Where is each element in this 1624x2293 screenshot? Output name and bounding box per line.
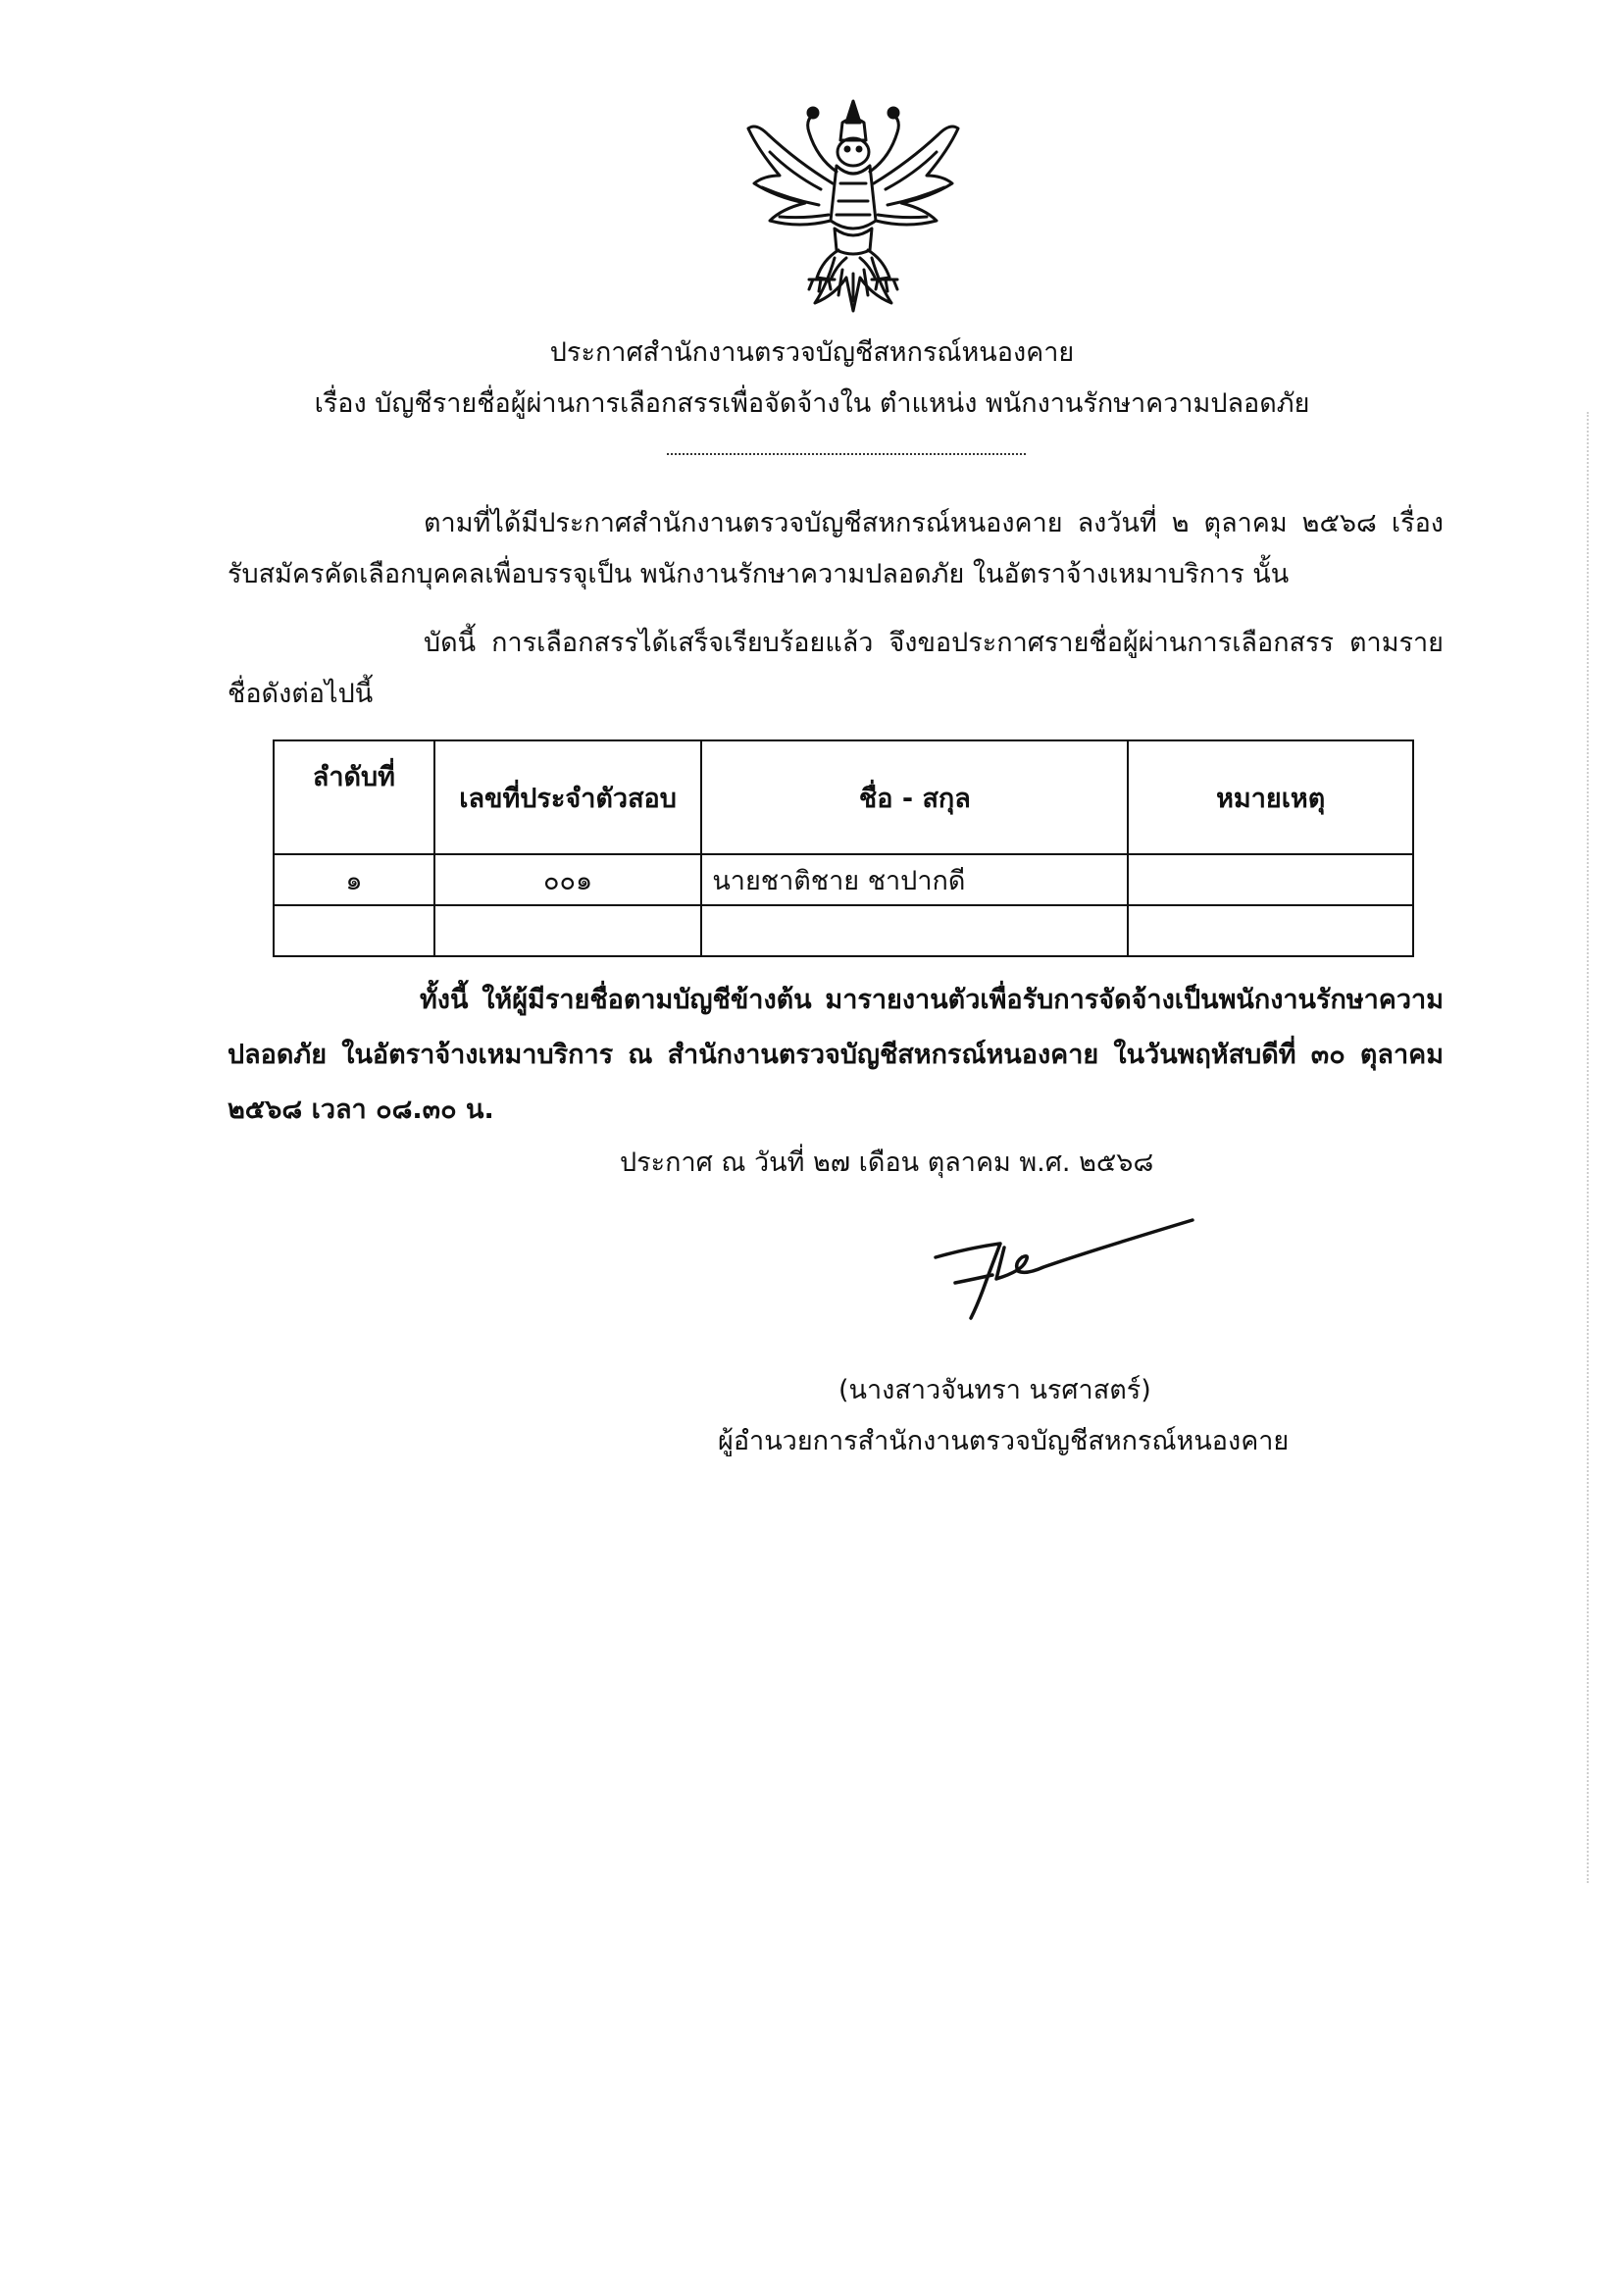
header-name: ชื่อ - สกุล bbox=[701, 740, 1128, 854]
header-exam-id: เลขที่ประจำตัวสอบ bbox=[434, 740, 702, 854]
paragraph-result-text: บัดนี้ การเลือกสรรได้เสร็จเรียบร้อยแล้ว จึงขอประกาศรายชื่อผู้ผ่านการเลือกสรร ตามรายชื่อดังต่อไปนี้ bbox=[228, 628, 1444, 709]
scan-edge-marks bbox=[1587, 412, 1591, 1883]
table-row bbox=[274, 905, 1413, 956]
handwritten-signature bbox=[932, 1214, 1196, 1322]
table-row bbox=[274, 854, 1413, 905]
table-header-row bbox=[274, 740, 1413, 854]
cell-order: ๑ bbox=[274, 854, 434, 905]
dotted-separator bbox=[667, 449, 1026, 455]
header-order: ลำดับที่ bbox=[274, 740, 434, 854]
paragraph-instruction-text: ทั้งนี้ ให้ผู้มีรายชื่อตามบัญชีข้างต้น มารายงานตัวเพื่อรับการจัดจ้างเป็นพนักงานรักษาความปลอดภัย ในอัตราจ้างเหมาบริการ ณ สำนักงานตรวจบัญชีสหกรณ์หนองคาย ในวันพฤหัสบดีที่ ๓๐ ตุลาคม ๒๕๖๘ เวลา ๐๘.๓๐ น. bbox=[228, 985, 1444, 1125]
announcement-date: ประกาศ ณ วันที่ ๒๗ เดือน ตุลาคม พ.ศ. ๒๕๖๘ bbox=[620, 1147, 1154, 1178]
cell-name bbox=[701, 905, 1128, 956]
paragraph-instruction bbox=[228, 973, 1444, 1138]
cell-exam-id bbox=[434, 905, 702, 956]
announcement-subject: เรื่อง บัญชีรายชื่อผู้ผ่านการเลือกสรรเพื่อจัดจ้างใน ตำแหน่ง พนักงานรักษาความปลอดภัย bbox=[314, 388, 1310, 419]
cell-order bbox=[274, 905, 434, 956]
garuda-emblem-icon bbox=[740, 93, 966, 314]
cell-remark bbox=[1128, 905, 1413, 956]
cell-exam-id: ๐๐๑ bbox=[434, 854, 702, 905]
signer-name: (นางสาวจันทรา นรศาสตร์) bbox=[838, 1375, 1151, 1405]
cell-name: นายชาติชาย ชาปากดี bbox=[701, 854, 1128, 905]
paragraph-reference bbox=[228, 498, 1444, 600]
announcement-title: ประกาศสำนักงานตรวจบัญชีสหกรณ์หนองคาย bbox=[549, 337, 1075, 368]
results-table bbox=[273, 739, 1414, 957]
signer-position: ผู้อำนวยการสำนักงานตรวจบัญชีสหกรณ์หนองคาย bbox=[718, 1426, 1290, 1456]
cell-remark bbox=[1128, 854, 1413, 905]
paragraph-result bbox=[228, 618, 1444, 720]
paragraph-reference-text: ตามที่ได้มีประกาศสำนักงานตรวจบัญชีสหกรณ์หนองคาย ลงวันที่ ๒ ตุลาคม ๒๕๖๘ เรื่อง รับสมัครคัดเลือกบุคคลเพื่อบรรจุเป็น พนักงานรักษาความปลอดภัย ในอัตราจ้างเหมาบริการ นั้น bbox=[228, 508, 1444, 589]
header-remark: หมายเหตุ bbox=[1128, 740, 1413, 854]
